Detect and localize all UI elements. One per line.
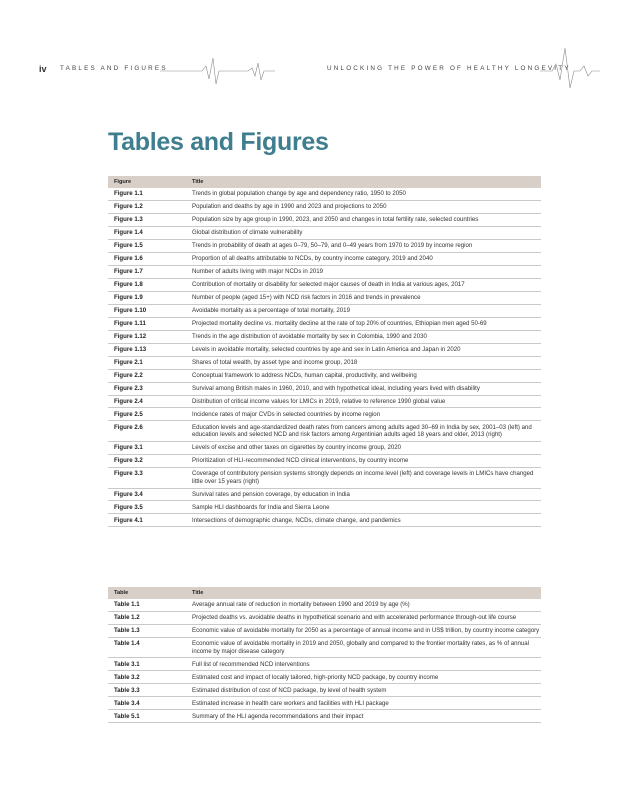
figure-label: Figure 2.3 <box>108 382 186 395</box>
figure-label: Figure 1.3 <box>108 213 186 226</box>
figure-row <box>108 265 541 278</box>
figure-label: Figure 3.2 <box>108 454 186 467</box>
figure-row <box>108 454 541 467</box>
figure-title: Shares of total wealth, by asset type and income group, 2018 <box>186 356 541 369</box>
tables-table-body <box>108 599 541 723</box>
section-label: TABLES AND FIGURES <box>60 65 168 72</box>
figure-title: Trends in the age distribution of avoidable mortality by sex in Colombia, 1990 and 2030 <box>186 330 541 343</box>
tables-col-header-table: Table <box>108 587 186 599</box>
figure-label: Figure 1.8 <box>108 278 186 291</box>
figure-title: Coverage of contributory pension systems strongly depends on income level (left) and coverage levels in LMICs have changed little over 15 years (right) <box>186 467 541 488</box>
figure-title: Distribution of critical income values for LMICs in 2019, relative to reference 1990 global value <box>186 395 541 408</box>
figure-row <box>108 382 541 395</box>
figures-table-header <box>108 176 541 188</box>
table-title: Average annual rate of reduction in mortality between 1990 and 2019 by age (%) <box>186 599 541 611</box>
table-label: Table 3.4 <box>108 697 186 710</box>
figure-label: Figure 1.1 <box>108 188 186 200</box>
figure-title: Incidence rates of major CVDs in selected countries by income region <box>186 408 541 421</box>
figure-title: Education levels and age-standardized death rates from cancers among adults aged 30–69 in India by sex, 2001–03 (left) and education levels and selected NCD and risk factors among Argentinian adults aged 18 years and older, 2013 (right) <box>186 421 541 442</box>
figure-title: Trends in global population change by age and dependency ratio, 1950 to 2050 <box>186 188 541 200</box>
figure-label: Figure 4.1 <box>108 514 186 527</box>
figure-row <box>108 343 541 356</box>
page-number: iv <box>39 64 47 74</box>
figure-label: Figure 1.2 <box>108 200 186 213</box>
figures-table <box>108 176 541 527</box>
figure-title: Number of people (aged 15+) with NCD risk factors in 2016 and trends in prevalence <box>186 291 541 304</box>
figure-title: Projected mortality decline vs. mortality decline at the rate of top 20% of countries, Ethiopian men aged 50-69 <box>186 317 541 330</box>
figure-row <box>108 501 541 514</box>
table-row <box>108 599 541 611</box>
figure-row <box>108 330 541 343</box>
figure-title: Survival rates and pension coverage, by education in India <box>186 488 541 501</box>
figure-label: Figure 1.12 <box>108 330 186 343</box>
table-label: Table 1.3 <box>108 624 186 637</box>
figure-row <box>108 252 541 265</box>
figure-title: Population and deaths by age in 1990 and 2023 and projections to 2050 <box>186 200 541 213</box>
table-row <box>108 624 541 637</box>
figure-title: Levels in avoidable mortality, selected countries by age and sex in Latin America and Japan in 2020 <box>186 343 541 356</box>
figure-label: Figure 3.3 <box>108 467 186 488</box>
figure-row <box>108 304 541 317</box>
table-title: Economic value of avoidable mortality in 2019 and 2050, globally and compared to the frontier mortality rates, as % of annual income by major disease category <box>186 637 541 658</box>
figure-title: Global distribution of climate vulnerability <box>186 226 541 239</box>
figure-title: Sample HLI dashboards for India and Sierra Leone <box>186 501 541 514</box>
figure-row <box>108 488 541 501</box>
figure-row <box>108 356 541 369</box>
figure-label: Figure 1.5 <box>108 239 186 252</box>
table-label: Table 3.3 <box>108 684 186 697</box>
figure-row <box>108 278 541 291</box>
figure-row <box>108 408 541 421</box>
figure-title: Levels of excise and other taxes on cigarettes by country income group, 2020 <box>186 442 541 455</box>
figure-title: Trends in probability of death at ages 0–79, 50–79, and 0–49 years from 1970 to 2019 by income region <box>186 239 541 252</box>
figure-row <box>108 317 541 330</box>
figure-label: Figure 2.6 <box>108 421 186 442</box>
figure-title: Prioritization of HLI-recommended NCD clinical interventions, by country income <box>186 454 541 467</box>
figure-label: Figure 3.1 <box>108 442 186 455</box>
figure-row <box>108 421 541 442</box>
figure-row <box>108 226 541 239</box>
figure-row <box>108 239 541 252</box>
figure-row <box>108 467 541 488</box>
table-row <box>108 697 541 710</box>
table-title: Estimated increase in health care workers and facilities with HLI package <box>186 697 541 710</box>
figure-title: Avoidable mortality as a percentage of total mortality, 2019 <box>186 304 541 317</box>
table-label: Table 1.4 <box>108 637 186 658</box>
table-title: Summary of the HLI agenda recommendations and their impact <box>186 710 541 723</box>
figure-row <box>108 395 541 408</box>
table-label: Table 1.1 <box>108 599 186 611</box>
figure-title: Proportion of all deaths attributable to NCDs, by country income category, 2019 and 2040 <box>186 252 541 265</box>
table-row <box>108 671 541 684</box>
table-title: Estimated cost and impact of locally tailored, high-priority NCD package, by country income <box>186 671 541 684</box>
figures-col-header-figure: Figure <box>108 176 186 188</box>
table-row <box>108 710 541 723</box>
table-row <box>108 658 541 671</box>
tables-table <box>108 587 541 723</box>
figure-label: Figure 1.13 <box>108 343 186 356</box>
tables-col-header-title: Title <box>186 587 541 599</box>
figure-row <box>108 213 541 226</box>
table-label: Table 5.1 <box>108 710 186 723</box>
figure-row <box>108 369 541 382</box>
figure-title: Number of adults living with major NCDs in 2019 <box>186 265 541 278</box>
figure-label: Figure 2.1 <box>108 356 186 369</box>
table-row <box>108 637 541 658</box>
figures-col-header-title: Title <box>186 176 541 188</box>
figure-title: Survival among British males in 1960, 2010, and with hypothetical ideal, including years lived with disability <box>186 382 541 395</box>
figure-row <box>108 442 541 455</box>
table-title: Estimated distribution of cost of NCD package, by level of health system <box>186 684 541 697</box>
page-title: Tables and Figures <box>108 128 329 156</box>
table-title: Economic value of avoidable mortality for 2050 as a percentage of annual income and in US$ trillion, by country income category <box>186 624 541 637</box>
figure-label: Figure 3.5 <box>108 501 186 514</box>
figure-label: Figure 1.10 <box>108 304 186 317</box>
figure-title: Contribution of mortality or disability for selected major causes of death in India at various ages, 2017 <box>186 278 541 291</box>
table-title: Projected deaths vs. avoidable deaths in hypothetical scenario and with accelerated performance through-out life course <box>186 611 541 624</box>
figure-label: Figure 2.2 <box>108 369 186 382</box>
table-label: Table 1.2 <box>108 611 186 624</box>
table-label: Table 3.1 <box>108 658 186 671</box>
report-title: UNLOCKING THE POWER OF HEALTHY LONGEVITY <box>327 65 571 72</box>
table-title: Full list of recommended NCD interventions <box>186 658 541 671</box>
figure-title: Intersections of demographic change, NCDs, climate change, and pandemics <box>186 514 541 527</box>
figure-label: Figure 1.4 <box>108 226 186 239</box>
figure-title: Population size by age group in 1990, 2023, and 2050 and changes in total fertility rate, selected countries <box>186 213 541 226</box>
figure-label: Figure 2.4 <box>108 395 186 408</box>
heartbeat-line <box>0 0 618 100</box>
figure-label: Figure 1.6 <box>108 252 186 265</box>
figure-label: Figure 1.9 <box>108 291 186 304</box>
figure-row <box>108 514 541 527</box>
figure-row <box>108 291 541 304</box>
table-label: Table 3.2 <box>108 671 186 684</box>
figure-label: Figure 2.5 <box>108 408 186 421</box>
running-header <box>0 0 618 100</box>
tables-table-header <box>108 587 541 599</box>
figure-label: Figure 1.11 <box>108 317 186 330</box>
figure-row <box>108 188 541 200</box>
table-row <box>108 684 541 697</box>
figures-table-body <box>108 188 541 527</box>
figure-row <box>108 200 541 213</box>
table-row <box>108 611 541 624</box>
figure-label: Figure 3.4 <box>108 488 186 501</box>
figure-label: Figure 1.7 <box>108 265 186 278</box>
figure-title: Conceptual framework to address NCDs, human capital, productivity, and wellbeing <box>186 369 541 382</box>
